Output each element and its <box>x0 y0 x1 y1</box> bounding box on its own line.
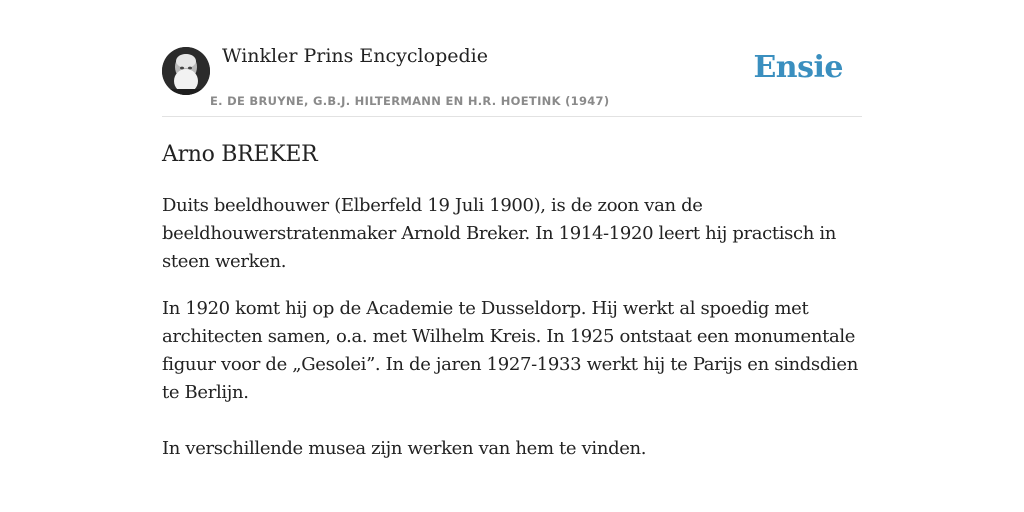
article-paragraph: In verschillende musea zijn werken van hem te vinden. <box>162 438 647 459</box>
source-authors: E. DE BRUYNE, G.B.J. HILTERMANN EN H.R. HOETINK (1947) <box>210 94 610 108</box>
source-title-link[interactable]: Winkler Prins Encyclopedie <box>222 45 488 67</box>
ensie-logo-link[interactable]: Ensie <box>753 50 843 85</box>
source-header <box>162 0 862 117</box>
article-title: Arno BREKER <box>162 142 318 167</box>
article-paragraph: In 1920 komt hij op de Academie te Dusseldorp. Hij werkt al spoedig met architecten samen, o.a. met Wilhelm Kreis. In 1925 ontstaat een monumentale figuur voor de „Gesolei”. In de jaren 1927-1933 werkt hij te Parijs en sindsdien te Berlijn. <box>162 298 858 403</box>
article-content <box>162 138 862 463</box>
author-portrait-icon[interactable] <box>162 47 210 95</box>
article-paragraph: Duits beeldhouwer (Elberfeld 19 Juli 1900), is de zoon van de beeldhouwerstratenmaker Arnold Breker. In 1914-1920 leert hij practisch in steen werken. <box>162 195 837 272</box>
